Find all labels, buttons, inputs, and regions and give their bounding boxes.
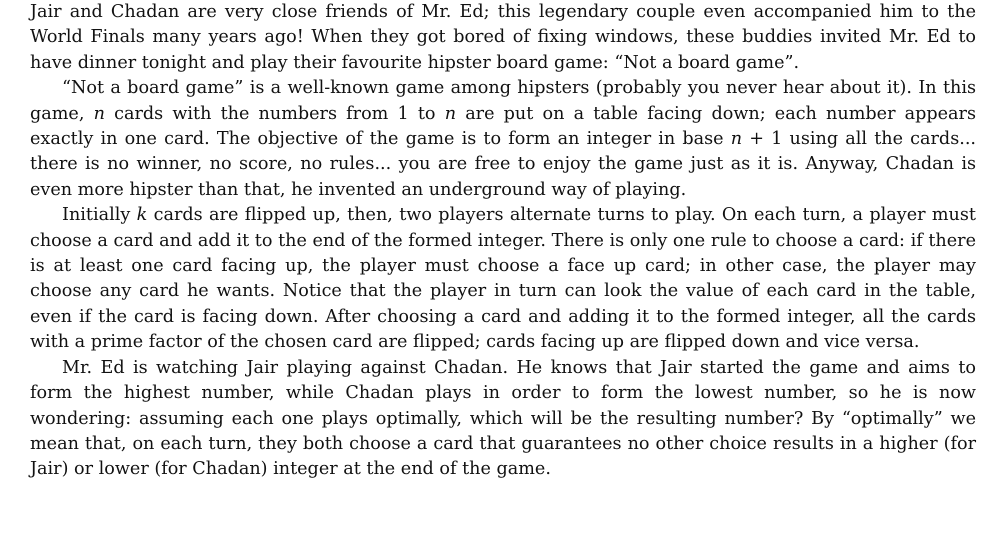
text-segment: Initially [62,205,137,226]
math-variable: n [93,103,105,124]
paragraph-rules [30,203,976,355]
text-segment: “Not a board game” is a well-known game among hipsters (probably you never hear about it). In this game, [30,78,976,124]
paragraph-intro: Jair and Chadan are very close friends of Mr. Ed; this legendary couple even accompanied him to the World Finals many years ago! When they got bored of fixing windows, these buddies invited Mr. Ed to have dinner tonight and play their favourite hipster board game: “Not a board game”. [30,2,976,73]
math-variable: k [136,205,148,226]
paragraph-objective: Mr. Ed is watching Jair playing against Chadan. He knows that Jair started the game and aims to form the highest number, while Chadan plays in order to form the lowest number, so he is now wondering: assuming each one plays optimally, which will be the resulting number? By “optimally” we mean that, on each turn, they both choose a card that guarantees no other choice results in a higher (for Jair) or lower (for Chadan) integer at the end of the game. [30,357,976,480]
problem-statement [30,0,976,483]
text-segment: are put on a table facing down; each number appears exactly in one card. The objective of the game is to form an integer in base [30,103,976,150]
math-variable: n [444,103,457,124]
text-segment: + 1 using all the cards... there is no winner, no score, no rules... you are free to enjoy the game just as it is. Anyway, Chadan is even more hipster than that, he invented an underground way of playing. [30,129,977,200]
text-segment: cards are flipped up, then, two players alternate turns to play. On each turn, a player must choose a card and add it to the end of the formed integer. There is only one rule to choose a card: if there is at least one card facing up, the player must choose a face up card; in other case, the player may choose any card he wants. Notice that the player in turn can look the value of each card in the table, even if the card is facing down. After choosing a card and adding it to the formed integer, all the cards with a prime factor of the chosen card are flipped; cards facing up are flipped down and vice versa. [30,205,976,353]
math-variable: n [730,129,743,150]
text-segment: cards with the numbers from 1 to [104,103,445,124]
paragraph-game-description [30,76,976,203]
